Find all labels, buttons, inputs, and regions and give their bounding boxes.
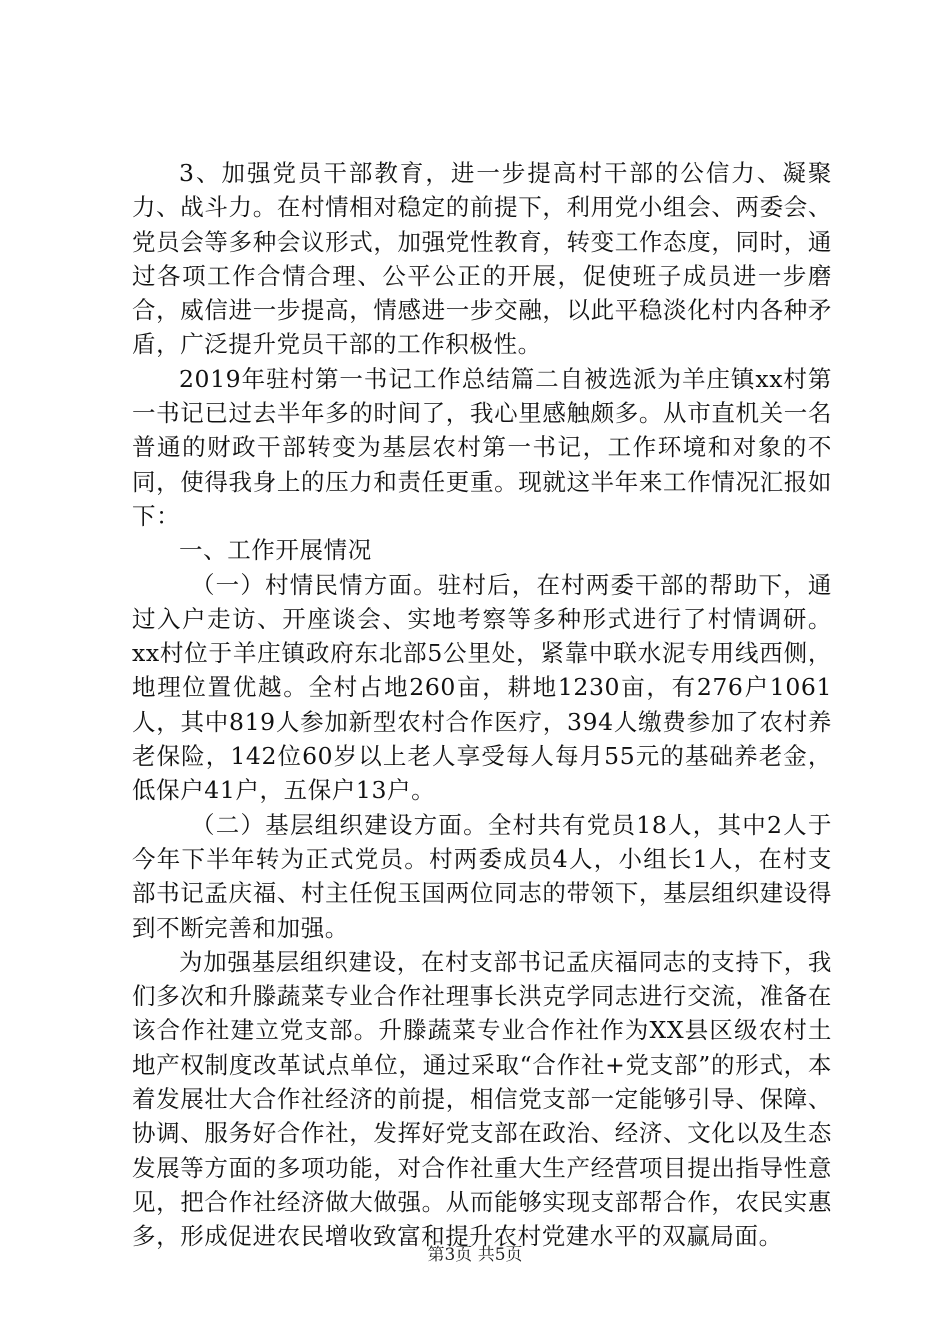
document-body <box>132 156 832 1254</box>
page-number-footer: 第3页 共5页 <box>427 1245 523 1265</box>
paragraph-cooperative-party-branch: 为加强基层组织建设，在村支部书记孟庆福同志的支持下，我们多次和升滕蔬菜专业合作社理事长洪克学同志进行交流，准备在该合作社建立党支部。升滕蔬菜专业合作社作为XX县区级农村土地产权制度改革试点单位，通过采取“合作社+党支部”的形式，本着发展壮大合作社经济的前提，相信党支部一定能够引导、保障、协调、服务好合作社，发挥好党支部在政治、经济、文化以及生态发展等方面的多项功能，对合作社重大生产经营项目提出指导性意见，把合作社经济做大做强。从而能够实现支部帮合作，农民实惠多，形成促进农民增收致富和提升农村党建水平的双赢局面。 <box>132 947 832 1251</box>
paragraph-grassroots-organization: （二）基层组织建设方面。全村共有党员18人，其中2人于今年下半年转为正式党员。村两委成员4人，小组长1人，在村支部书记孟庆福、村主任倪玉国两位同志的带领下，基层组织建设得到不断完善和加强。 <box>132 810 832 942</box>
paragraph-party-education: 3、加强党员干部教育，进一步提高村干部的公信力、凝聚力、战斗力。在村情相对稳定的前提下，利用党小组会、两委会、党员会等多种会议形式，加强党性教育，转变工作态度，同时，通过各项工作合情合理、公平公正的开展，促使班子成员进一步磨合，威信进一步提高，情感进一步交融，以此平稳淡化村内各种矛盾，广泛提升党员干部的工作积极性。 <box>132 159 832 359</box>
paragraph-summary-intro: 2019年驻村第一书记工作总结篇二自被选派为羊庄镇xx村第一书记已过去半年多的时间了，我心里感触颇多。从市直机关一名普通的财政干部转变为基层农村第一书记，工作环境和对象的不同，使得我身上的压力和责任更重。现就这半年来工作情况汇报如下： <box>132 364 832 530</box>
section-heading-work-progress: 一、工作开展情况 <box>179 536 372 565</box>
paragraph-village-situation: （一）村情民情方面。驻村后，在村两委干部的帮助下，通过入户走访、开座谈会、实地考察等多种形式进行了村情调研。xx村位于羊庄镇政府东北部5公里处，紧靠中联水泥专用线西侧，地理位置优越。全村占地260亩，耕地1230亩，有276户1061人，其中819人参加新型农村合作医疗，394人缴费参加了农村养老保险，142位60岁以上老人享受每人每月55元的基础养老金，低保户41户，五保户13户。 <box>132 570 832 805</box>
